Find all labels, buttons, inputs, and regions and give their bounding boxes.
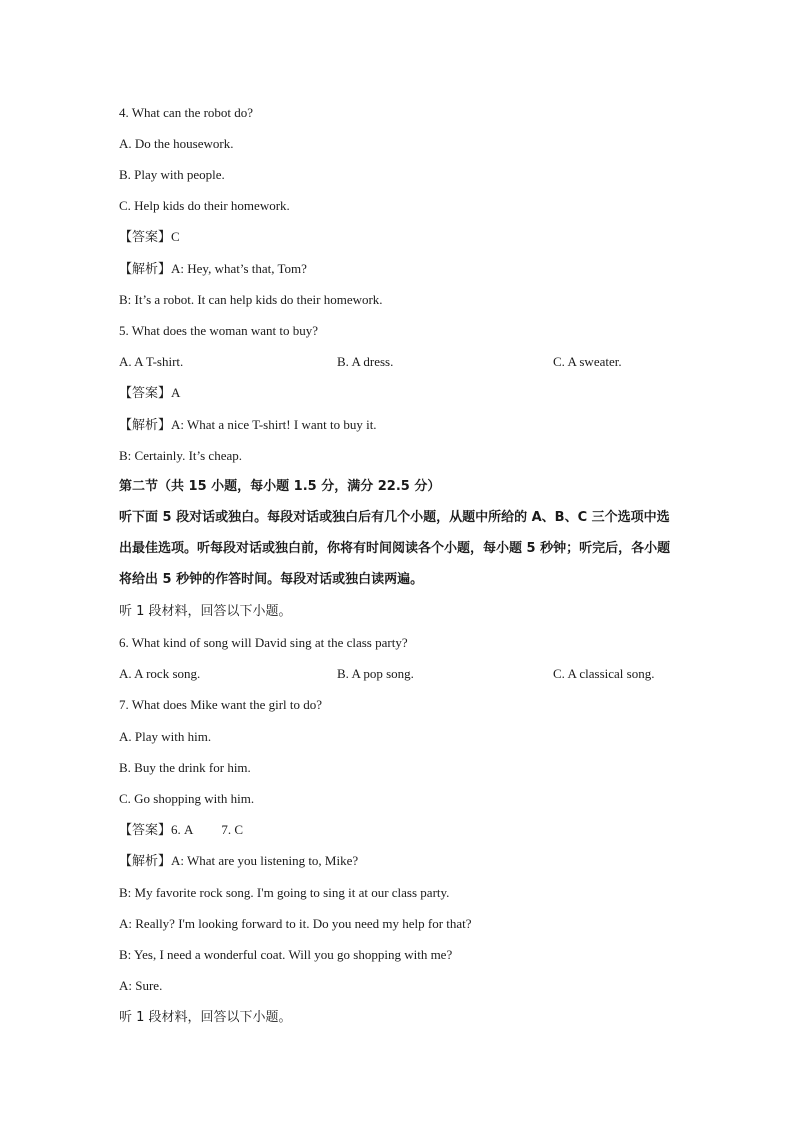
- q5-analysis-line: B: Certainly. It’s cheap.: [119, 448, 242, 463]
- question-5: 5. What does the woman want to buy?: [119, 323, 319, 338]
- q6-7-analysis-line: B: Yes, I need a wonderful coat. Will you go shopping with me?: [119, 947, 453, 962]
- answer-label: 【答案】6. A: [119, 822, 194, 837]
- q6-7-analysis-line: B: My favorite rock song. I'm going to sing it at our class party.: [119, 885, 450, 900]
- question-4: 4. What can the robot do?: [119, 105, 254, 120]
- material-1-label: 听 1 段材料，回答以下小题。: [119, 604, 292, 619]
- q5-option-a: A. A T-shirt.: [119, 354, 184, 369]
- q4-answer: 【答案】C: [119, 229, 180, 244]
- q6-7-analysis-line: A: Sure.: [119, 978, 163, 993]
- q5-option-b: B. A dress.: [337, 354, 394, 369]
- q4-analysis-line: 【解析】A: Hey, what’s that, Tom?: [119, 261, 307, 276]
- q6-7-analysis-line: 【解析】A: What are you listening to, Mike?: [119, 853, 359, 868]
- q6-option-c: C. A classical song.: [553, 666, 655, 681]
- question-7: 7. What does Mike want the girl to do?: [119, 697, 323, 712]
- q5-option-c: C. A sweater.: [553, 354, 622, 369]
- q6-7-analysis-line: A: Really? I'm looking forward to it. Do you need my help for that?: [119, 916, 472, 931]
- q6-option-b: B. A pop song.: [337, 666, 414, 681]
- q7-option-b: B. Buy the drink for him.: [119, 760, 251, 775]
- q6-7-answer: [119, 821, 243, 839]
- q7-option-c: C. Go shopping with him.: [119, 791, 255, 806]
- section-2-instructions: 听下面 5 段对话或独白。每段对话或独白后有几个小题，从题中所给的 A、B、C 三个选项中选出最佳选项。听每段对话或独白前，你将有时间阅读各个小题，每小题 5 秒钟；听完后，各小题将给出 5 秒钟的作答时间。每段对话或独白读两遍。: [119, 510, 671, 587]
- material-2-label: 听 1 段材料，回答以下小题。: [119, 1010, 292, 1025]
- q5-answer: 【答案】A: [119, 385, 181, 400]
- q6-options-row: [0, 665, 794, 683]
- answer-second: 7. C: [221, 822, 244, 837]
- q4-option-b: B. Play with people.: [119, 167, 225, 182]
- q6-option-a: A. A rock song.: [119, 666, 201, 681]
- q7-option-a: A. Play with him.: [119, 729, 212, 744]
- q4-analysis-line: B: It’s a robot. It can help kids do their homework.: [119, 292, 383, 307]
- q4-option-a: A. Do the housework.: [119, 136, 234, 151]
- q4-option-c: C. Help kids do their homework.: [119, 198, 290, 213]
- question-6: 6. What kind of song will David sing at the class party?: [119, 635, 408, 650]
- q5-analysis-line: 【解析】A: What a nice T-shirt! I want to buy it.: [119, 417, 377, 432]
- section-2-heading: 第二节（共 15 小题，每小题 1.5 分，满分 22.5 分）: [119, 479, 441, 494]
- q5-options-row: [0, 353, 794, 371]
